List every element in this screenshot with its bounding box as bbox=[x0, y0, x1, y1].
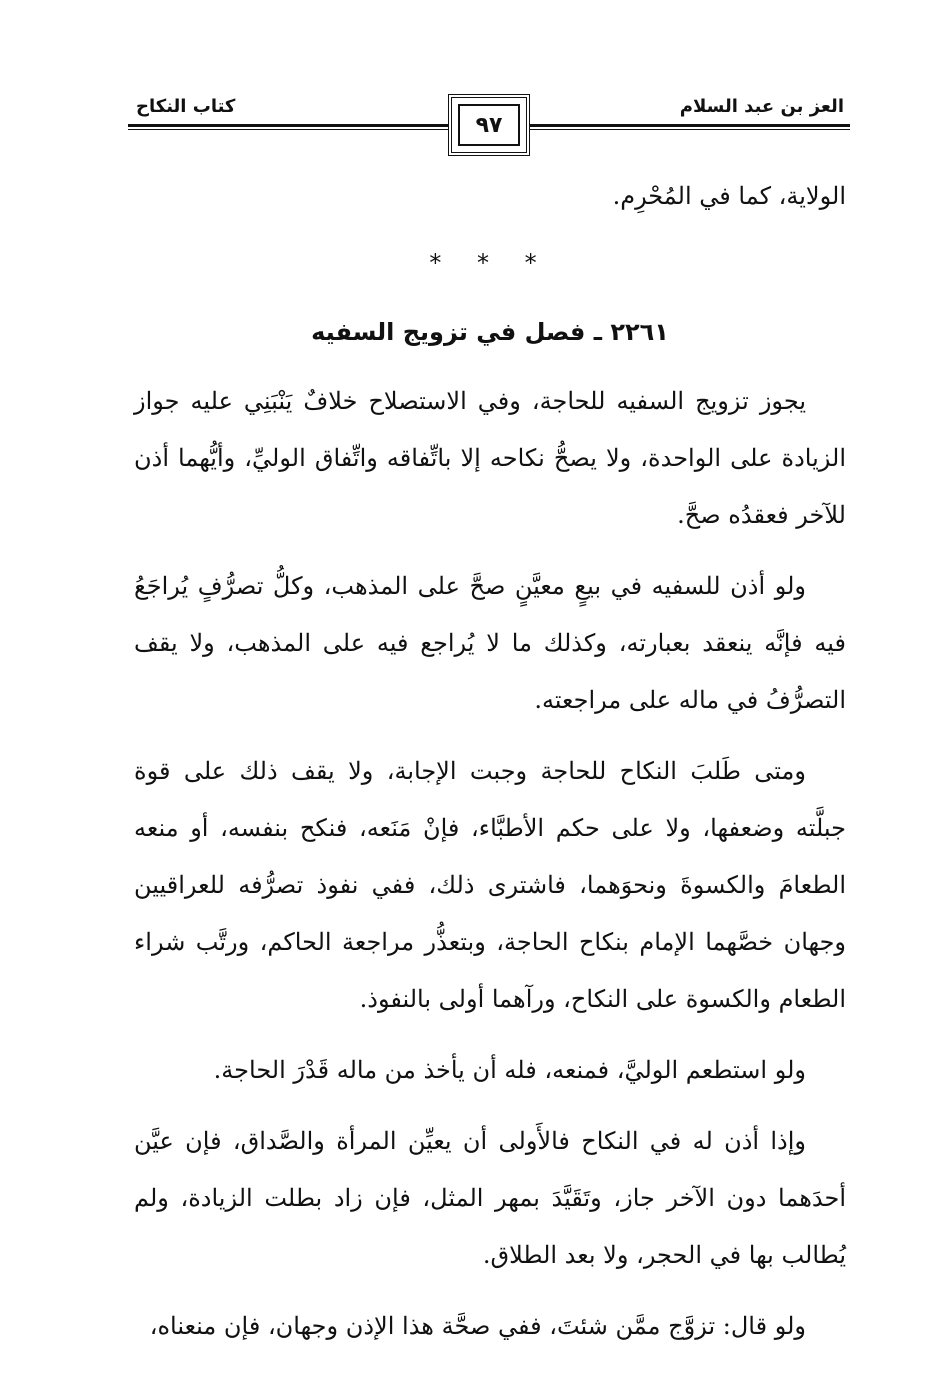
paragraph: ومتى طَلبَ النكاح للحاجة وجبت الإجابة، ولا يقف ذلك على قوة جبلَّته وضعفها، ولا على حكم الأطبَّاء، فإنْ مَنَعه، فنكح بنفسه، أو منعه الطعامَ والكسوةَ ونحوَهما، فاشترى ذلك، ففي نفوذ تصرُّفه للعراقيين وجهان خصَّهما الإمام بنكاح الحاجة، وبتعذُّر مراجعة الحاكم، ورتَّب شراء الطعام والكسوة على النكاح، ورآهما أولى بالنفوذ. bbox=[134, 757, 846, 1013]
page-body bbox=[134, 168, 846, 1369]
author-name: العز بن عبد السلام bbox=[679, 96, 844, 117]
page-header bbox=[128, 84, 850, 164]
book-title: كتاب النكاح bbox=[136, 96, 236, 117]
header-rule-right bbox=[530, 124, 850, 130]
opening-line: الولاية، كما في المُحْرِم. bbox=[612, 182, 846, 210]
paragraph: وإذا أذن له في النكاح فالأَولى أن يعيِّن المرأة والصَّداق، فإن عيَّن أحدَهما دون الآخر جاز، وتَقَيَّدَ بمهر المثل، فإن زاد بطلت الزيادة، ولم يُطالب بها في الحجر، ولا بعد الطلاق. bbox=[134, 1127, 846, 1269]
page-number: ٩٧ bbox=[475, 112, 503, 138]
paragraph: ولو استطعم الوليَّ، فمنعه، فله أن يأخذ من ماله قَدْرَ الحاجة. bbox=[213, 1056, 806, 1084]
paragraph: ولو قال: تزوَّج ممَّن شئتَ، ففي صحَّة هذا الإذن وجهان، فإن منعناه، bbox=[149, 1312, 806, 1340]
paragraph: ولو أذن للسفيه في بيعٍ معيَّنٍ صحَّ على المذهب، وكلُّ تصرُّفٍ يُراجَعُ فيه فإنَّه ينعقد بعبارته، وكذلك ما لا يُراجع فيه على المذهب، ولا يقف التصرُّفُ في ماله على مراجعته. bbox=[134, 572, 846, 714]
section-separator: * * * bbox=[429, 249, 551, 277]
paragraph: يجوز تزويج السفيه للحاجة، وفي الاستصلاح خلافٌ يَنْبَنِي عليه جواز الزيادة على الواحدة، ولا يصحُّ نكاحه إلا باتِّفاقه واتِّفاق الوليِّ، وأيُّهما أذن للآخر فعقدُه صحَّ. bbox=[134, 387, 846, 529]
header-rule-left bbox=[128, 124, 448, 130]
page-number-frame bbox=[448, 94, 530, 156]
section-title: ٢٢٦١ ـ فصل في تزويج السفيه bbox=[311, 318, 669, 346]
